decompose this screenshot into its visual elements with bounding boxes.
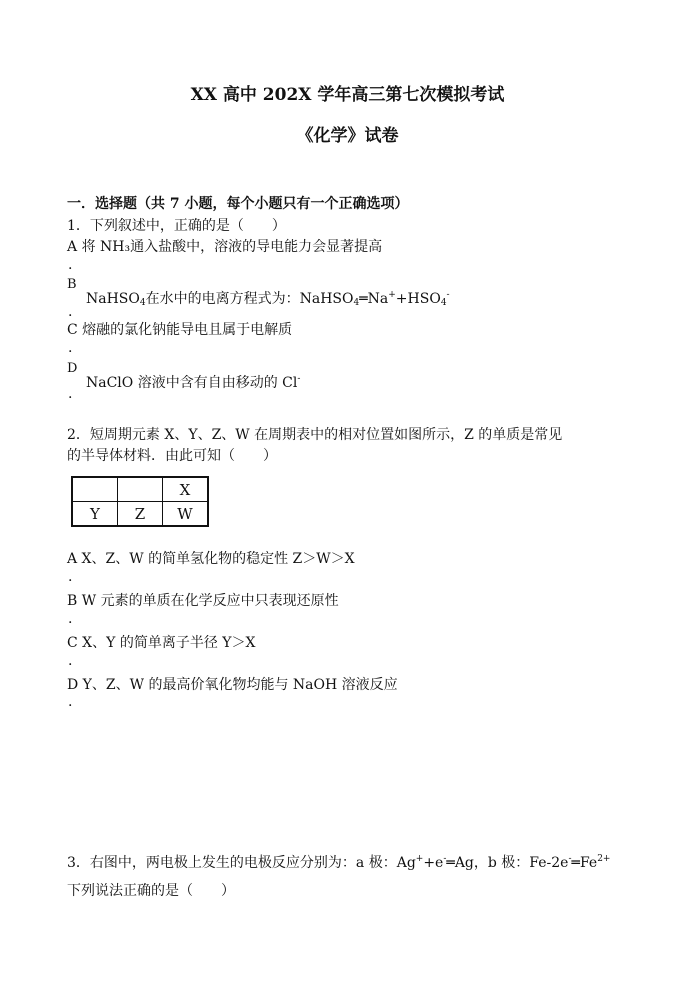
q1-option-c-letter: C (67, 322, 78, 338)
q3-sup-3: - (568, 854, 572, 864)
q1-d-sup: - (297, 374, 301, 384)
q2-dot-c: . (68, 653, 73, 669)
q2-stem-line2: 的半导体材料．由此可知（ ） (67, 448, 277, 464)
q1-stem: 1．下列叙述中，正确的是（ ） (67, 218, 286, 234)
q2-option-d[interactable]: D Y、Z、W 的最高价氧化物均能与 NaOH 溶液反应 (67, 677, 398, 693)
grid-cell-y: Y (72, 502, 118, 527)
q2-option-b[interactable]: B W 元素的单质在化学反应中只表现还原性 (67, 593, 339, 609)
q2-option-a[interactable]: A X、Z、W 的简单氢化物的稳定性 Z＞W＞X (67, 551, 355, 567)
grid-cell-empty-2 (118, 477, 163, 502)
exam-subtitle: 《化学》试卷 (296, 126, 399, 146)
q1-option-a-letter: A (67, 239, 78, 255)
q3-sup-1: + (415, 854, 424, 864)
q1-b-sub-3: 4 (440, 298, 447, 308)
grid-cell-x: X (163, 477, 209, 502)
q2-stem-line1: 2．短周期元素 X、Y、Z、W 在周期表中的相对位置如图所示，Z 的单质是常见 (67, 427, 563, 443)
q1-b-formula-1: NaHSO (86, 291, 140, 307)
q1-b-mid: 在水中的电离方程式为：NaHSO (145, 291, 354, 307)
section-heading: 一．选择题（共 7 小题，每个小题只有一个正确选项） (67, 196, 409, 212)
q1-dot-b: . (68, 304, 73, 320)
q1-option-a-text: 将 NH₃通入盐酸中，溶液的导电能力会显著提高 (81, 239, 383, 255)
q1-option-b[interactable] (86, 288, 450, 308)
q3-stem-pre: 3．右图中，两电极上发生的电极反应分别为：a 极：Ag (67, 855, 416, 871)
exam-title: XX 高中 202X 学年高三第七次模拟考试 (190, 85, 505, 105)
q1-b-sup-2: - (446, 290, 450, 300)
q1-dot-d: . (68, 386, 73, 402)
q1-b-eq: ═Na (359, 291, 389, 307)
q3-mid-2: ═Ag，b 极：Fe-2e (446, 855, 569, 871)
periodic-table-fragment (71, 476, 209, 527)
q2-dot-d: . (68, 694, 73, 710)
q1-option-d-letter: D (67, 361, 78, 376)
q1-option-b-letter: B (67, 277, 77, 292)
q3-mid-1: +e (423, 855, 444, 871)
grid-cell-z: Z (118, 502, 163, 527)
q2-dot-b: . (68, 611, 73, 627)
q1-b-sub-1: 4 (139, 298, 146, 308)
q1-dot-a: . (68, 257, 73, 273)
q2-dot-a: . (68, 569, 73, 585)
q1-b-sup-1: + (388, 290, 396, 300)
q1-option-a[interactable] (67, 236, 382, 256)
q1-b-sub-2: 4 (353, 298, 360, 308)
q1-b-tail: +HSO (395, 291, 441, 307)
q3-mid-3: ═Fe (571, 855, 598, 871)
q3-stem-line1 (67, 852, 610, 872)
grid-cell-empty-1 (72, 477, 118, 502)
q1-option-c-text: 熔融的氯化钠能导电且属于电解质 (82, 322, 293, 338)
q2-option-c[interactable]: C X、Y 的简单离子半径 Y＞X (67, 635, 256, 651)
q1-option-d[interactable] (86, 372, 300, 392)
q3-sup-2: - (443, 854, 447, 864)
q1-option-d-text: NaClO 溶液中含有自由移动的 Cl (86, 375, 298, 391)
q3-stem-line2: 下列说法正确的是（ ） (67, 883, 235, 899)
q1-dot-c: . (68, 340, 73, 356)
q1-option-c[interactable] (67, 319, 292, 339)
grid-cell-w: W (163, 502, 209, 527)
q3-sup-4: 2+ (597, 854, 611, 864)
